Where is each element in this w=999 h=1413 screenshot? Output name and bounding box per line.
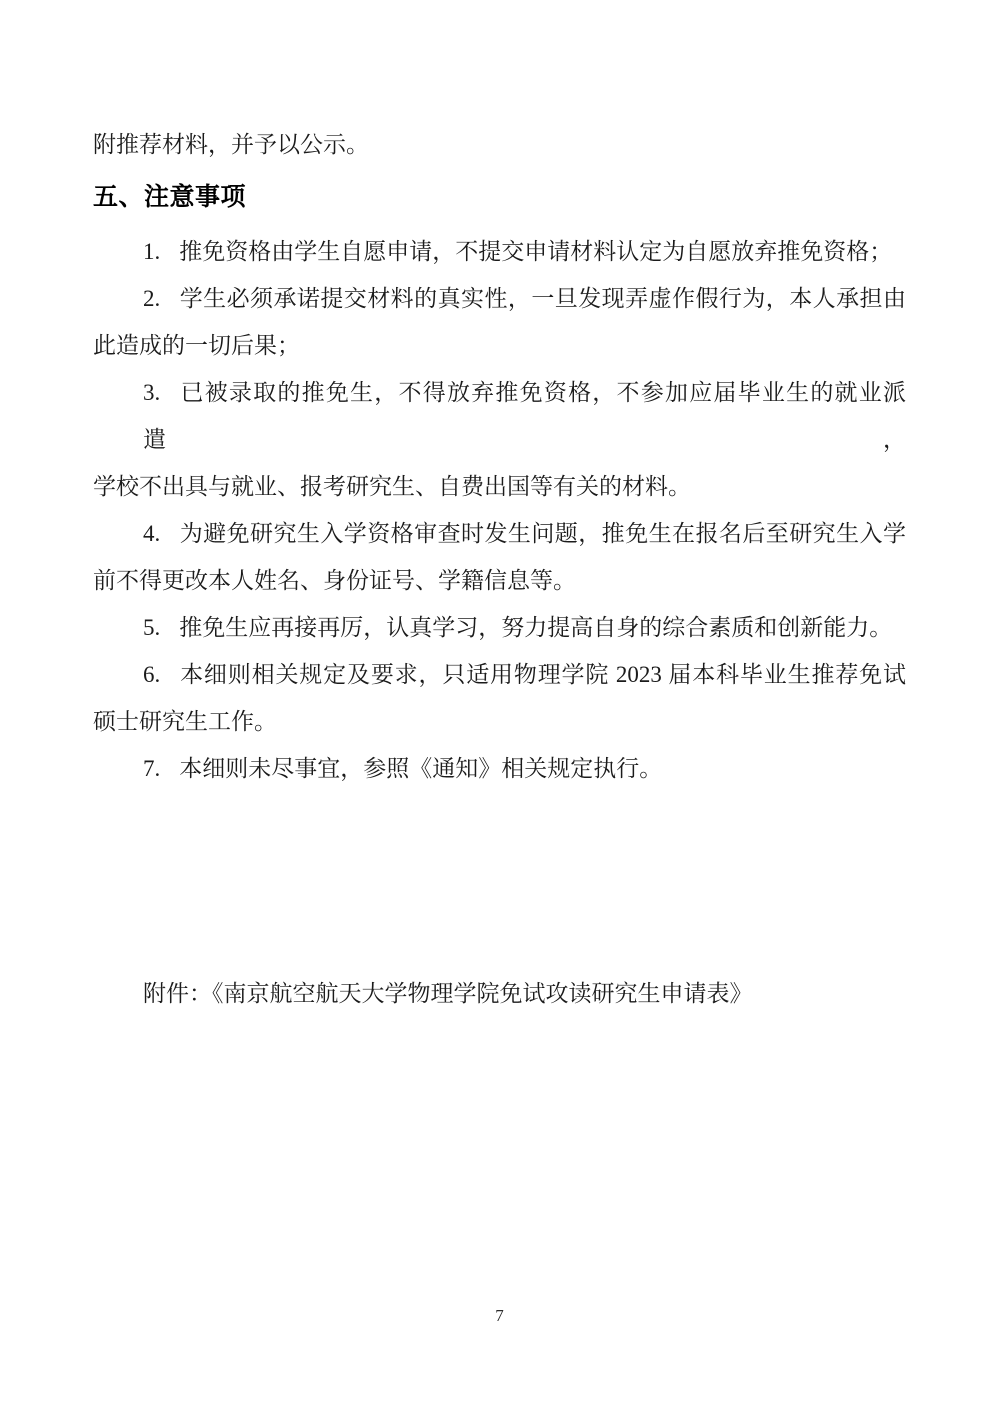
list-item-number: 4. (143, 521, 161, 546)
list-item-4-continuation: 前不得更改本人姓名、身份证号、学籍信息等。 (93, 568, 576, 593)
list-item-5 (93, 604, 906, 651)
intro-paragraph: 附推荐材料，并予以公示。 (93, 132, 369, 157)
notes-list (93, 228, 906, 792)
list-item-6 (93, 651, 906, 698)
list-item-text: 学生必须承诺提交材料的真实性，一旦发现弄虚作假行为，本人承担由 (179, 286, 906, 311)
list-item-text: 为避免研究生入学资格审查时发生问题，推免生在报名后至研究生入学 (179, 521, 906, 546)
list-item-number: 1. (143, 239, 161, 264)
list-item-number: 7. (143, 756, 161, 781)
list-item-2-continuation: 此造成的一切后果； (93, 333, 300, 358)
list-item-6-continuation: 硕士研究生工作。 (93, 709, 277, 734)
list-item-text: 本细则未尽事宜，参照《通知》相关规定执行。 (179, 756, 663, 781)
list-item-number: 3. (143, 380, 161, 405)
page-number: 7 (495, 1306, 504, 1325)
list-item-2 (93, 275, 906, 322)
list-item-text: 本细则相关规定及要求，只适用物理学院 2023 届本科毕业生推荐免试 (179, 662, 906, 687)
list-item-number: 5. (143, 615, 161, 640)
list-item-number: 2. (143, 286, 161, 311)
list-item-text: 已被录取的推免生，不得放弃推免资格，不参加应届毕业生的就业派遣， (143, 380, 906, 452)
list-item-4 (93, 510, 906, 557)
section-heading: 五、注意事项 (93, 183, 247, 211)
list-item-3 (93, 369, 906, 463)
list-item-number: 6. (143, 662, 161, 687)
list-item-1 (93, 228, 906, 275)
list-item-text: 推免资格由学生自愿申请，不提交申请材料认定为自愿放弃推免资格； (179, 239, 893, 264)
list-item-7 (93, 745, 906, 792)
list-item-text: 推免生应再接再厉，认真学习，努力提高自身的综合素质和创新能力。 (179, 615, 893, 640)
attachment-line: 附件：《南京航空航天大学物理学院免试攻读研究生申请表》 (143, 981, 753, 1006)
list-item-3-continuation: 学校不出具与就业、报考研究生、自费出国等有关的材料。 (93, 474, 691, 499)
